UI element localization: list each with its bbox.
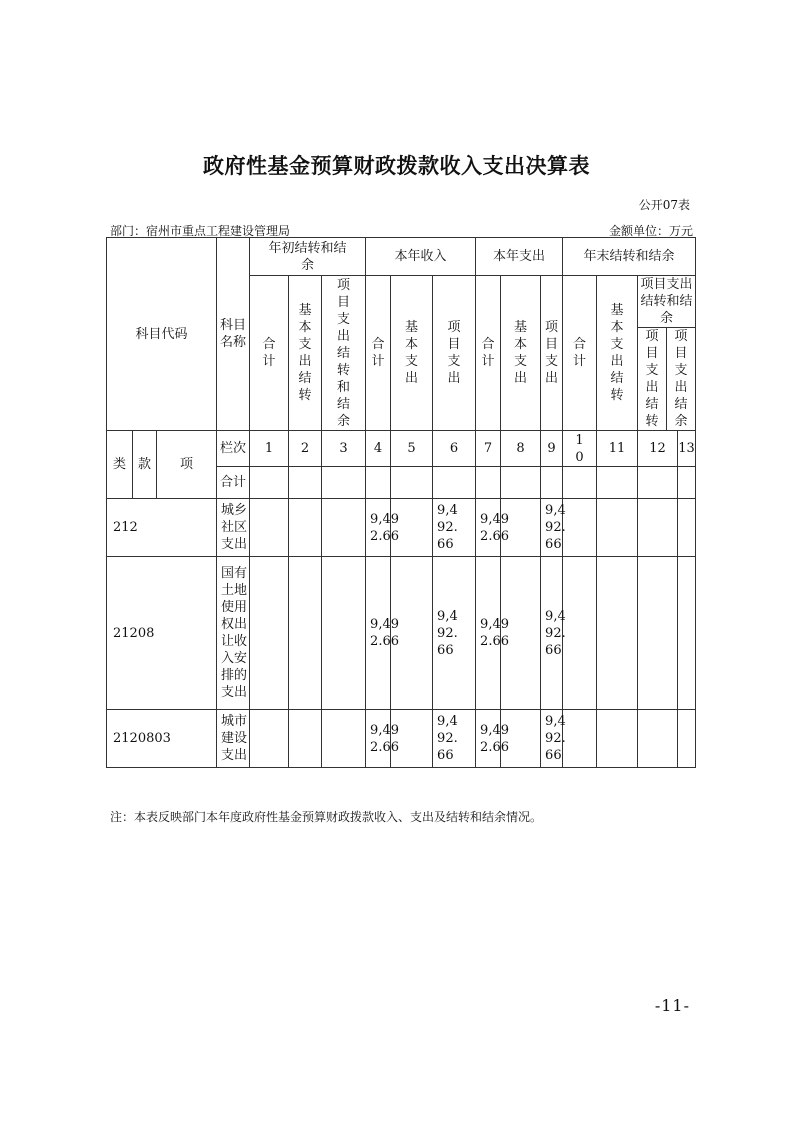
header-subject-name: 科目 名称: [217, 238, 250, 431]
row-income-total: 9,49 2.66: [366, 557, 391, 710]
row-expense-project: 9,4 92. 66: [541, 557, 563, 710]
final-accounts-table: [106, 237, 696, 768]
column-number: 12: [638, 431, 678, 467]
amount-unit-label: 金额单位：万元: [608, 224, 693, 238]
column-number: 1: [250, 431, 289, 467]
header-expense-total: 合计: [476, 276, 501, 431]
header-end-project-carry: 项 目 支 出 结 转: [638, 328, 666, 431]
column-number: 9: [541, 431, 563, 467]
row-income-total: 9,49 2.66: [366, 499, 391, 557]
header-income-project: 项 目 支 出: [433, 276, 476, 431]
row-expense-project: 9,4 92. 66: [541, 499, 563, 557]
row-income-total: 9,49 2.66: [366, 710, 391, 768]
total-row-label: 合计: [217, 467, 250, 499]
header-end-total: 合 计: [563, 276, 597, 431]
header-expense-project: 项 目 支 出: [541, 276, 563, 431]
header-kuan: 款: [133, 431, 157, 499]
row-name: 国有 土地 使用 权出 让收 入安 排的 支出: [217, 557, 250, 710]
header-begin-project: 项 目 支 出 结 转 和 结 余: [322, 276, 366, 431]
header-subject-code: 科目代码: [107, 238, 217, 431]
column-number: 2: [289, 431, 322, 467]
column-number: 4: [366, 431, 391, 467]
department-label: 部门：宿州市重点工程建设管理局: [110, 224, 291, 238]
header-lanci: 栏次: [217, 431, 250, 467]
column-number-row: [107, 431, 696, 467]
row-expense-total: 9,49 2.66: [476, 710, 501, 768]
header-begin-balance: 年初结转和结 余: [250, 238, 366, 276]
header-row-groups: [107, 238, 696, 276]
header-lei: 类: [107, 431, 133, 499]
table-row: [107, 710, 696, 768]
column-number: 5: [391, 431, 433, 467]
header-expense: 本年支出: [476, 238, 563, 276]
column-number: 8: [501, 431, 541, 467]
footnote: 注：本表反映部门本年度政府性基金预算财政拨款收入、支出及结转和结余情况。: [110, 810, 543, 824]
row-income-project: 9,4 92. 66: [433, 557, 476, 710]
row-income-project: 9,4 92. 66: [433, 710, 476, 768]
header-expense-basic: 基 本 支 出: [501, 276, 541, 431]
header-end-balance: 年末结转和结余: [563, 238, 696, 276]
header-begin-total: 合 计: [250, 276, 289, 431]
row-expense-total: 9,49 2.66: [476, 499, 501, 557]
table-row: [107, 499, 696, 557]
row-code: 21208: [107, 557, 217, 710]
header-income: 本年收入: [366, 238, 476, 276]
column-number: 7: [476, 431, 501, 467]
header-end-project-group: [638, 276, 696, 431]
row-name: 城市 建设 支出: [217, 710, 250, 768]
page-title: 政府性基金预算财政拨款收入支出决算表: [203, 154, 590, 178]
column-number: 3: [322, 431, 366, 467]
row-code: 2120803: [107, 710, 217, 768]
row-code: 212: [107, 499, 217, 557]
column-number: 6: [433, 431, 476, 467]
column-number: 13: [678, 431, 696, 467]
header-begin-basic: 基 本 支 出 结 转: [289, 276, 322, 431]
row-expense-total: 9,49 2.66: [476, 557, 501, 710]
row-income-project: 9,4 92. 66: [433, 499, 476, 557]
header-end-project-surplus: 项 目 支 出 结 余: [674, 329, 688, 429]
header-end-project: 项目支出 结转和结 余: [638, 276, 695, 328]
page-number: -11-: [654, 996, 690, 1015]
column-number: 1 0: [563, 431, 597, 467]
header-income-total: 合计: [366, 276, 391, 431]
column-number: 11: [597, 431, 638, 467]
header-income-basic: 基 本 支 出: [391, 276, 433, 431]
form-number: 公开07表: [638, 198, 690, 212]
table-row: [107, 557, 696, 710]
header-end-basic: 基 本 支 出 结 转: [597, 276, 638, 431]
header-xiang: 项: [157, 431, 217, 499]
row-expense-project: 9,4 92. 66: [541, 710, 563, 768]
row-name: 城乡 社区 支出: [217, 499, 250, 557]
